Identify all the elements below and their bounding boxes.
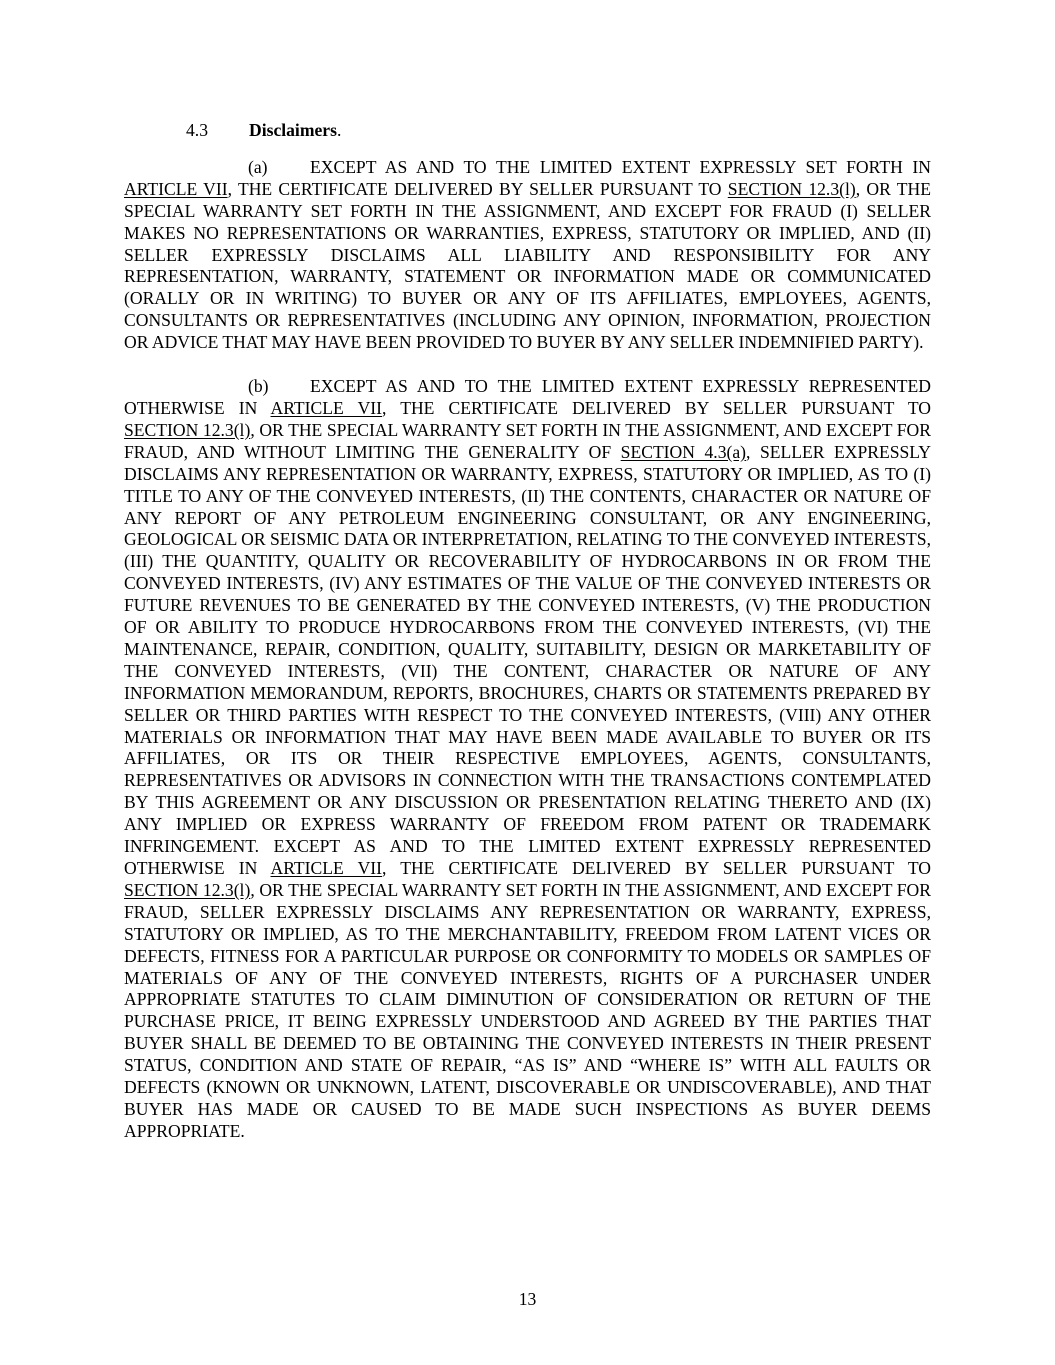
section-title: Disclaimers	[249, 120, 337, 140]
paragraph-text-segment: , THE CERTIFICATE DELIVERED BY SELLER PURSUANT TO	[382, 858, 931, 878]
paragraph-a-text	[124, 157, 931, 352]
paragraph-text-segment: EXCEPT AS AND TO THE LIMITED EXTENT EXPRESSLY REPRESENTED OTHERWISE IN	[124, 376, 931, 418]
document-page	[124, 120, 931, 1165]
page-number: 13	[518, 1289, 537, 1309]
cross-reference: SECTION 12.3(l)	[124, 879, 251, 900]
cross-reference: SECTION 4.3(a)	[620, 441, 747, 462]
cross-reference: SECTION 12.3(l)	[727, 178, 856, 199]
cross-reference: ARTICLE VII	[270, 397, 382, 418]
section-number: 4.3	[186, 120, 208, 140]
cross-reference: ARTICLE VII	[124, 178, 228, 199]
paragraph-text-segment: , OR THE SPECIAL WARRANTY SET FORTH IN THE ASSIGNMENT, AND EXCEPT FOR FRAUD, AND WITHOUT LIMITING THE GENERALITY OF	[124, 419, 932, 462]
paragraph-text-segment: , THE CERTIFICATE DELIVERED BY SELLER PURSUANT TO	[227, 178, 728, 199]
paragraph-a-label: (a)	[248, 156, 268, 177]
paragraph-a	[124, 157, 931, 354]
paragraph-b	[124, 376, 931, 1143]
paragraph-text-segment: , OR THE SPECIAL WARRANTY SET FORTH IN THE ASSIGNMENT, AND EXCEPT FOR FRAUD (I) SELLER MAKES NO REPRESENTATIONS OR WARRANTIES, EXPRESS, STATUTORY OR IMPLIED, AND (II) SELLER EXPRESSLY DISCLAIMS ALL LIABILITY AND RESPONSIBILITY FOR ANY REPRESENTATION, WARRANTY, STATEMENT OR INFORMATION MADE OR COMMUNICATED (ORALLY OR IN WRITING) TO BUYER OR ANY OF ITS AFFILIATES, EMPLOYEES, AGENTS, CONSULTANTS OR REPRESENTATIVES (INCLUDING ANY OPINION, INFORMATION, PROJECTION OR ADVICE THAT MAY HAVE BEEN PROVIDED TO BUYER BY ANY SELLER INDEMNIFIED PARTY).	[124, 178, 931, 353]
paragraph-b-label: (b)	[248, 376, 269, 397]
cross-reference: ARTICLE VII	[270, 858, 382, 878]
paragraph-text-segment: EXCEPT AS AND TO THE LIMITED EXTENT EXPRESSLY SET FORTH IN	[310, 156, 931, 177]
section-heading	[124, 120, 931, 142]
paragraph-text-segment: , SELLER EXPRESSLY DISCLAIMS ANY REPRESENTATION OR WARRANTY, EXPRESS, STATUTORY OR IMPLIED, AS TO (I) TITLE TO ANY OF THE CONVEYED INTERESTS, (II) THE CONTENTS, CHARACTER OR NATURE OF ANY REPORT OF ANY PETROLEUM ENGINEERING CONSULTANT, OR ANY ENGINEERING, GEOLOGICAL OR SEISMIC DATA OR INTERPRETATION, RELATING TO THE CONVEYED INTERESTS, (III) THE QUANTITY, QUALITY OR RECOVERABILITY OF HYDROCARBONS IN OR FROM THE CONVEYED INTERESTS, (IV) ANY ESTIMATES OF THE VALUE OF THE CONVEYED INTERESTS OR FUTURE REVENUES TO BE GENERATED BY THE CONVEYED INTERESTS, (V) THE PRODUCTION OF OR ABILITY TO PRODUCE HYDROCARBONS FROM THE CONVEYED INTERESTS, (VI) THE MAINTENANCE, REPAIR, CONDITION, QUALITY, SUITABILITY, DESIGN OR MARKETABILITY OF THE CONVEYED INTERESTS, (VII) THE CONTENT, CHARACTER OR NATURE OF ANY INFORMATION MEMORANDUM, REPORTS, BROCHURES, CHARTS OR STATEMENTS PREPARED BY SELLER OR THIRD PARTIES WITH RESPECT TO THE CONVEYED INTERESTS, (VIII) ANY OTHER MATERIALS OR INFORMATION THAT MAY HAVE BEEN MADE AVAILABLE TO BUYER OR ITS AFFILIATES, OR ITS OR THEIR RESPECTIVE EMPLOYEES, AGENTS, CONSULTANTS, REPRESENTATIVES OR ADVISORS IN CONNECTION WITH THE TRANSACTIONS CONTEMPLATED BY THIS AGREEMENT OR ANY DISCUSSION OR PRESENTATION RELATING THERETO AND (IX) ANY IMPLIED OR EXPRESS WARRANTY OF FREEDOM FROM PATENT OR TRADEMARK INFRINGEMENT. EXCEPT AS AND TO THE LIMITED EXTENT EXPRESSLY REPRESENTED OTHERWISE IN	[124, 441, 932, 878]
paragraph-b-text	[124, 376, 931, 1141]
paragraph-text-segment: , THE CERTIFICATE DELIVERED BY SELLER PURSUANT TO	[382, 397, 931, 418]
cross-reference: SECTION 12.3(l)	[124, 419, 251, 440]
section-title-period: .	[336, 120, 342, 140]
paragraph-text-segment: , OR THE SPECIAL WARRANTY SET FORTH IN THE ASSIGNMENT, AND EXCEPT FOR FRAUD, SELLER EXPRESSLY DISCLAIMS ANY REPRESENTATION OR WARRANTY, EXPRESS, STATUTORY OR IMPLIED, AS TO THE MERCHANTABILITY, FREEDOM FROM LATENT VICES OR DEFECTS, FITNESS FOR A PARTICULAR PURPOSE OR CONFORMITY TO MODELS OR SAMPLES OF MATERIALS OF ANY OF THE CONVEYED INTERESTS, RIGHTS OF A PURCHASER UNDER APPROPRIATE STATUTES TO CLAIM DIMINUTION OF CONSIDERATION OR RETURN OF THE PURCHASE PRICE, IT BEING EXPRESSLY UNDERSTOOD AND AGREED BY THE PARTIES THAT BUYER SHALL BE DEEMED TO BE OBTAINING THE CONVEYED INTERESTS IN THEIR PRESENT STATUS, CONDITION AND STATE OF REPAIR, “AS IS” AND “WHERE IS” WITH ALL FAULTS OR DEFECTS (KNOWN OR UNKNOWN, LATENT, DISCOVERABLE OR UNDISCOVERABLE), AND THAT BUYER HAS MADE OR CAUSED TO BE MADE SUCH INSPECTIONS AS BUYER DEEMS APPROPRIATE.	[124, 879, 932, 1141]
